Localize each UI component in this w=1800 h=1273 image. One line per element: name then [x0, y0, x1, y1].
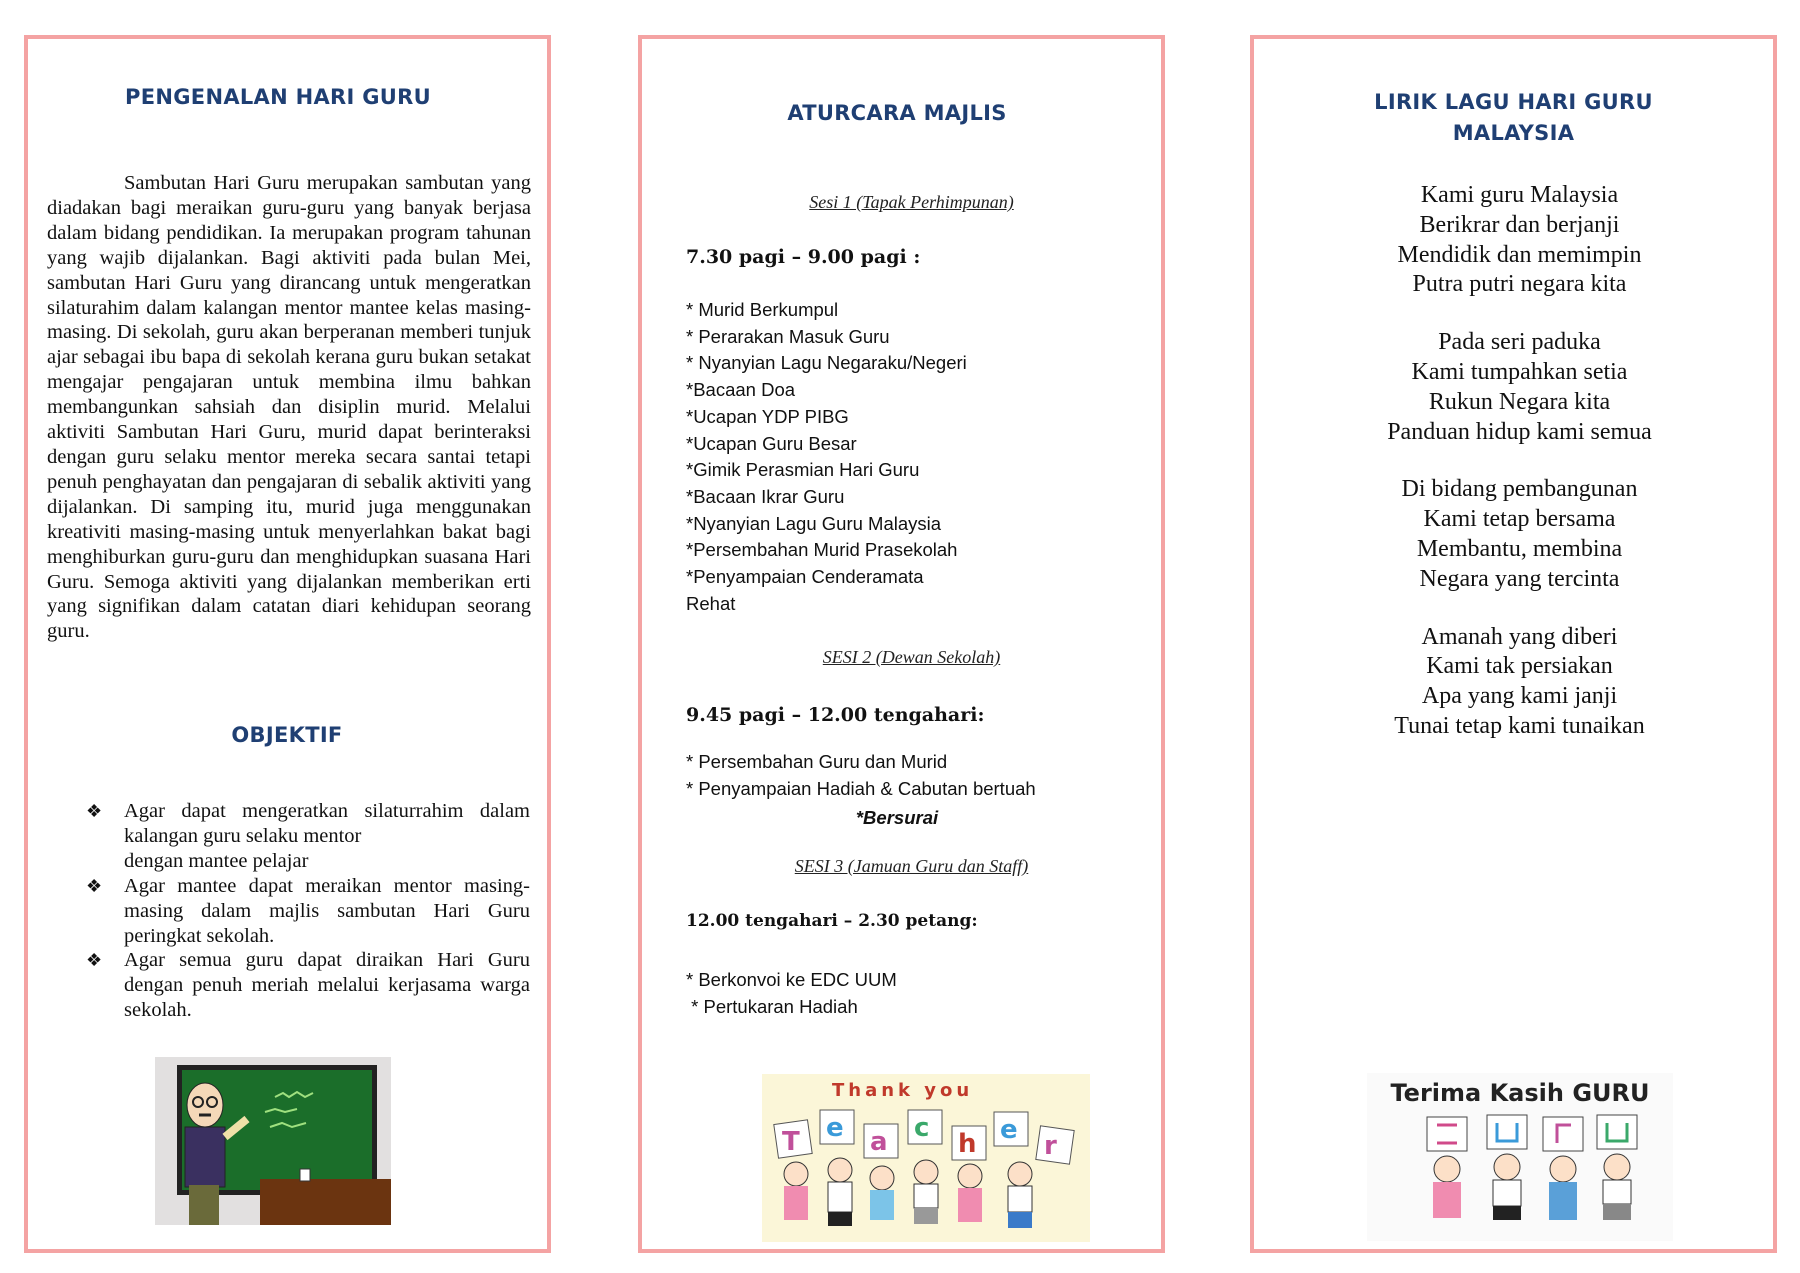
- svg-text:a: a: [870, 1127, 888, 1157]
- agenda-item: * Nyanyian Lagu Negaraku/Negeri: [686, 352, 967, 374]
- lyrics-line: Kami guru Malaysia: [1420, 182, 1619, 208]
- objective-text-cont: dengan mantee pelajar: [124, 849, 309, 872]
- agenda-item: * Murid Berkumpul: [686, 299, 839, 320]
- svg-text:T: T: [782, 1127, 800, 1157]
- svg-text:Thank you: Thank you: [832, 1080, 974, 1101]
- lyrics-line: Panduan hidup kami semua: [1387, 418, 1652, 445]
- agenda-item: * Pertukaran Hadiah: [686, 995, 858, 1017]
- lyrics-line: Kami tumpahkan setia: [1411, 358, 1628, 385]
- agenda-item: Rehat: [686, 592, 736, 614]
- lyrics-stanza: [1260, 623, 1779, 742]
- objective-list: [86, 799, 530, 1023]
- diamond-bullet-icon: ❖: [86, 950, 103, 971]
- lyrics-line: Pada seri paduka: [1438, 329, 1601, 356]
- session2-label: SESI 2 (Dewan Sekolah): [822, 647, 1001, 667]
- agenda-item: * Perarakan Masuk Guru: [686, 325, 890, 347]
- objective-item: [86, 948, 530, 1023]
- svg-text:e: e: [826, 1113, 844, 1143]
- agenda-item: *Bacaan Doa: [686, 379, 796, 401]
- lyrics-line: Putra putri negara kita: [1412, 271, 1627, 298]
- intro-paragraph: Sambutan Hari Guru merupakan sambutan yang diadakan bagi meraikan guru-guru yang banyak berjasa dalam bidang pendidikan. Ia merupakan program tahunan yang wajib dijalankan. Bagi aktiviti pada bulan Mei, sambutan Hari Guru yang dirancang untuk mengeratkan silaturahim dalam kalangan mentor mantee kelas masing-masing. Di sekolah, guru akan berperanan memberi tunjuk ajar sebagai ibu bapa di sekolah kerana guru bukan setakat mengajar pengajaran untuk membina ilmu bahkan membangunkan sahsiah dan disiplin murid. Melalui aktiviti Sambutan Hari Guru, murid dapat berinteraksi dengan guru selaku mentor mereka secara santai tetapi penuh penghayatan dan pengajaran di sebalik aktiviti yang dijalankan. Di samping itu, murid juga menggunakan kreativiti masing-masing untuk menyerlahkan bakat bagi menghiburkan guru-guru dan menghidupkan suasana Hari Guru. Semoga aktiviti yang dijalankan memberikan erti yang signifikan dalam catatan diari kehidupan seorang guru.: [47, 172, 531, 643]
- objective-text: Agar mantee dapat meraikan mentor masing-masing dalam majlis sambutan Hari Guru peringkat sekolah.: [124, 874, 530, 947]
- lyrics-line: Berikrar dan berjanji: [1419, 211, 1620, 238]
- programme-title: ATURCARA MAJLIS: [787, 101, 1007, 125]
- lyrics-line: Di bidang pembangunan: [1401, 476, 1638, 503]
- svg-text:c: c: [914, 1113, 930, 1143]
- lyrics-line: Rukun Negara kita: [1428, 388, 1611, 415]
- session3-items: [686, 967, 897, 1020]
- panel-introduction: [24, 35, 551, 1253]
- lyrics-line: Kami tetap bersama: [1423, 506, 1616, 533]
- lyrics-title-line: LIRIK LAGU HARI GURU: [1374, 90, 1653, 114]
- svg-text:h: h: [958, 1129, 977, 1159]
- agenda-item: * Berkonvoi ke EDC UUM: [686, 969, 897, 990]
- agenda-item: *Nyanyian Lagu Guru Malaysia: [686, 512, 942, 534]
- terima-kasih-guru-caption: Terima Kasih GURU: [1390, 1079, 1650, 1107]
- session2-time: 9.45 pagi – 12.00 tengahari:: [686, 704, 985, 726]
- svg-text:r: r: [1044, 1131, 1057, 1161]
- lyrics-stanza: [1260, 475, 1779, 594]
- svg-text:e: e: [1000, 1115, 1018, 1145]
- lyrics-line: Negara yang tercinta: [1419, 565, 1620, 592]
- agenda-item: *Gimik Perasmian Hari Guru: [686, 459, 920, 481]
- panel-programme: [638, 35, 1165, 1253]
- thank-you-teacher-illustration: [762, 1074, 1090, 1242]
- session3-time: 12.00 tengahari – 2.30 petang:: [686, 911, 978, 931]
- intro-title: PENGENALAN HARI GURU: [125, 85, 431, 109]
- session2-items: [686, 749, 1036, 802]
- lyrics-line: Mendidik dan memimpin: [1397, 241, 1642, 268]
- agenda-item: *Persembahan Murid Prasekolah: [686, 539, 958, 561]
- session1-label: Sesi 1 (Tapak Perhimpunan): [809, 192, 1014, 212]
- objective-text: Agar dapat mengeratkan silaturrahim dalam kalangan guru selaku mentor: [124, 800, 530, 847]
- objective-title: OBJEKTIF: [231, 723, 343, 747]
- agenda-item: *Penyampaian Cenderamata: [686, 566, 924, 588]
- agenda-item: * Penyampaian Hadiah & Cabutan bertuah: [686, 777, 1036, 799]
- lyrics-body: [1260, 181, 1779, 770]
- diamond-bullet-icon: ❖: [86, 801, 103, 821]
- lyrics-line: Kami tak persiakan: [1426, 653, 1613, 680]
- objective-item: [86, 874, 530, 949]
- teacher-illustration: [155, 1057, 391, 1225]
- session3-label: SESI 3 (Jamuan Guru dan Staff): [794, 856, 1029, 876]
- session1-time: 7.30 pagi – 9.00 pagi :: [686, 246, 921, 268]
- objective-text: Agar semua guru dapat diraikan Hari Guru dengan penuh meriah melalui kerjasama warga sekolah.: [124, 949, 530, 1022]
- agenda-item: *Ucapan YDP PIBG: [686, 405, 849, 427]
- objective-item: [86, 799, 530, 874]
- lyrics-title: [1254, 87, 1773, 149]
- lyrics-stanza: [1260, 181, 1779, 300]
- agenda-item: * Persembahan Guru dan Murid: [686, 751, 948, 772]
- agenda-item: *Bacaan Ikrar Guru: [686, 485, 845, 507]
- lyrics-line: Amanah yang diberi: [1421, 623, 1618, 650]
- session1-items: [686, 297, 967, 617]
- lyrics-stanza: [1260, 328, 1779, 447]
- agenda-item: *Ucapan Guru Besar: [686, 432, 857, 454]
- lyrics-line: Membantu, membina: [1416, 535, 1623, 562]
- session2-closing: *Bersurai: [855, 807, 939, 828]
- lyrics-title-line: MALAYSIA: [1452, 121, 1575, 145]
- lyrics-line: Tunai tetap kami tunaikan: [1394, 712, 1645, 739]
- diamond-bullet-icon: ❖: [86, 875, 103, 896]
- panel-song-lyrics: [1250, 35, 1777, 1253]
- lyrics-line: Apa yang kami janji: [1421, 683, 1618, 710]
